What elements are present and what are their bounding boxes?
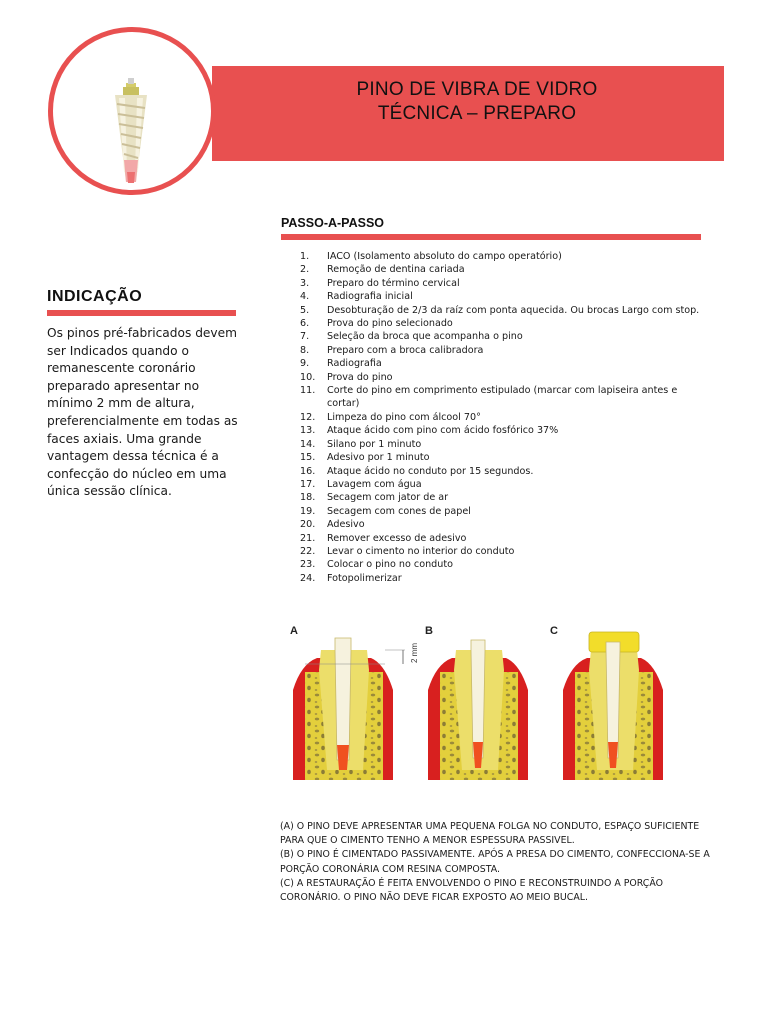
label-b: B bbox=[425, 625, 433, 637]
step-item bbox=[300, 290, 700, 303]
step-text: Desobturação de 2/3 da raíz com ponta aquecida. Ou brocas Largo com stop. bbox=[327, 304, 700, 316]
step-number: 12. bbox=[300, 411, 316, 423]
page-title bbox=[212, 78, 742, 126]
step-item bbox=[300, 330, 700, 343]
step-number: 10. bbox=[300, 371, 316, 383]
step-number: 19. bbox=[300, 505, 316, 517]
step-text: Preparo do término cervical bbox=[327, 277, 460, 289]
step-item bbox=[300, 250, 700, 263]
indication-rule bbox=[47, 310, 236, 316]
step-item bbox=[300, 465, 700, 478]
step-text: Prova do pino bbox=[327, 371, 393, 383]
label-c: C bbox=[550, 625, 558, 637]
step-item bbox=[300, 357, 700, 370]
step-text: Ataque ácido com pino com ácido fosfórico 37% bbox=[327, 425, 559, 437]
step-text: Fotopolimerizar bbox=[327, 572, 402, 584]
caption-c: (C) A RESTAURAÇÃO É FEITA ENVOLVENDO O PINO E RECONSTRUINDO A PORÇÃO CORONÁRIO. O PINO NÃO DEVE FICAR EXPOSTO AO MEIO BUCAL. bbox=[280, 877, 663, 904]
step-number: 22. bbox=[300, 545, 316, 557]
step-item bbox=[300, 424, 700, 437]
step-text: Radiografia inicial bbox=[327, 291, 413, 303]
step-item bbox=[300, 384, 700, 411]
step-number: 21. bbox=[300, 532, 316, 544]
step-item bbox=[300, 572, 700, 585]
indication-text: Os pinos pré-fabricados devem ser Indicados quando o remanescente coronário preparado apresentar no mínimo 2 mm de altura, preferencialmente em todas as faces axiais. Uma grande vantagem dessa técnica é a confecção do núcleo em uma única sessão clínica. bbox=[47, 326, 238, 499]
title-line-2: TÉCNICA – PREPARO bbox=[377, 103, 577, 124]
step-number: 15. bbox=[300, 452, 316, 464]
figure-caption bbox=[280, 820, 710, 905]
step-text: IACO (Isolamento absoluto do campo operatório) bbox=[327, 251, 562, 262]
post-illustration-frame bbox=[48, 27, 216, 195]
step-item bbox=[300, 491, 700, 504]
step-item bbox=[300, 263, 700, 276]
tooth-diagram bbox=[285, 620, 690, 795]
step-number: 18. bbox=[300, 492, 316, 504]
caption-a: (A) O PINO DEVE APRESENTAR UMA PEQUENA FOLGA NO CONDUTO, ESPAÇO SUFICIENTE PARA QUE O CIMENTO TENHO A MENOR ESPESSURA PASSIVEL. bbox=[280, 821, 700, 847]
step-text: Radiografia bbox=[327, 358, 382, 370]
step-text: Ataque ácido no conduto por 15 segundos. bbox=[327, 465, 534, 477]
step-item bbox=[300, 317, 700, 330]
step-text: Seleção da broca que acompanha o pino bbox=[327, 331, 523, 343]
step-text: Limpeza do pino com álcool 70° bbox=[327, 411, 481, 423]
step-item bbox=[300, 304, 700, 317]
tooth-a bbox=[290, 625, 419, 780]
step-item bbox=[300, 518, 700, 531]
step-item bbox=[300, 438, 700, 451]
dimension-label: 2 mm bbox=[410, 643, 419, 663]
step-item bbox=[300, 558, 700, 571]
step-number: 20. bbox=[300, 519, 316, 531]
step-number: 1. bbox=[300, 251, 310, 262]
step-number: 9. bbox=[300, 358, 310, 370]
step-text: Remoção de dentina cariada bbox=[327, 264, 465, 276]
step-item bbox=[300, 532, 700, 545]
step-number: 7. bbox=[300, 331, 310, 343]
step-number: 6. bbox=[300, 318, 310, 330]
tooth-c bbox=[550, 625, 663, 780]
step-item bbox=[300, 344, 700, 357]
steps-list bbox=[300, 250, 700, 585]
step-number: 8. bbox=[300, 344, 310, 356]
step-number: 23. bbox=[300, 559, 316, 571]
step-number: 3. bbox=[300, 277, 310, 289]
step-text: Lavagem com água bbox=[327, 478, 422, 490]
step-number: 2. bbox=[300, 264, 310, 276]
step-text: Colocar o pino no conduto bbox=[327, 559, 453, 571]
title-line-1: PINO DE VIBRA DE VIDRO bbox=[356, 79, 598, 100]
step-item bbox=[300, 505, 700, 518]
step-item bbox=[300, 411, 700, 424]
step-text: Silano por 1 minuto bbox=[327, 438, 422, 450]
step-text: Preparo com a broca calibradora bbox=[327, 344, 484, 356]
steps-rule bbox=[281, 234, 701, 240]
fiber-post-image bbox=[53, 32, 211, 190]
step-item bbox=[300, 277, 700, 290]
step-text: Corte do pino em comprimento estipulado (marcar com lapiseira antes e cortar) bbox=[327, 385, 678, 410]
step-number: 4. bbox=[300, 291, 310, 303]
step-item bbox=[300, 371, 700, 384]
step-number: 17. bbox=[300, 478, 316, 490]
step-number: 5. bbox=[300, 304, 310, 316]
step-text: Adesivo por 1 minuto bbox=[327, 452, 430, 464]
step-text: Secagem com cones de papel bbox=[327, 505, 471, 517]
step-number: 11. bbox=[300, 385, 316, 397]
step-number: 16. bbox=[300, 465, 316, 477]
step-item bbox=[300, 545, 700, 558]
step-item bbox=[300, 478, 700, 491]
tooth-b bbox=[425, 625, 528, 780]
step-text: Remover excesso de adesivo bbox=[327, 532, 467, 544]
step-item bbox=[300, 451, 700, 464]
step-number: 14. bbox=[300, 438, 316, 450]
caption-b: (B) O PINO É CIMENTADO PASSIVAMENTE. APÓS A PRESA DO CIMENTO, CONFECCIONA-SE A PORÇÃO CORONÁRIA COM RESINA COMPOSTA. bbox=[280, 849, 710, 875]
step-text: Prova do pino selecionado bbox=[327, 318, 453, 330]
steps-heading: PASSO-A-PASSO bbox=[281, 216, 385, 230]
step-text: Levar o cimento no interior do conduto bbox=[327, 545, 515, 557]
step-text: Adesivo bbox=[327, 519, 365, 531]
indication-heading: INDICAÇÃO bbox=[47, 288, 143, 305]
step-number: 24. bbox=[300, 572, 316, 584]
step-number: 13. bbox=[300, 425, 316, 437]
step-text: Secagem com jator de ar bbox=[327, 492, 449, 504]
label-a: A bbox=[290, 625, 298, 637]
